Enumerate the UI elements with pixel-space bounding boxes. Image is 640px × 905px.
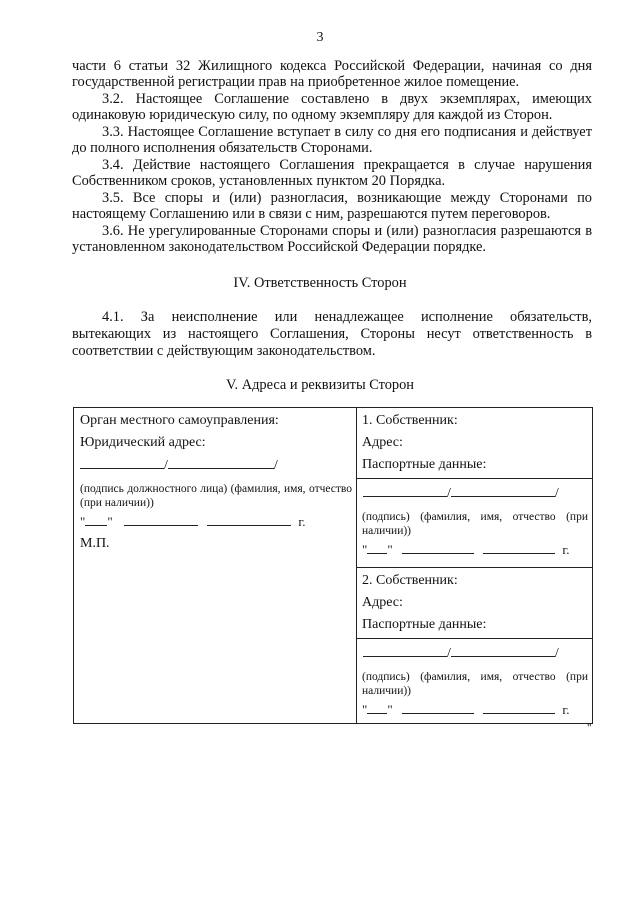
month-blank <box>124 514 198 526</box>
signature-blank <box>363 485 447 497</box>
owner1-passport-label: Паспортные данные: <box>362 457 487 472</box>
name-blank <box>451 645 555 657</box>
owner2-signature-line: / / <box>362 645 588 662</box>
owner1-cell <box>357 408 593 568</box>
day-blank <box>85 514 107 526</box>
owner2-passport-label: Паспортные данные: <box>362 617 487 632</box>
requisites-table <box>73 407 593 724</box>
paragraph-3-4: 3.4. Действие настоящего Соглашения прекращается в случае нарушения Собственником сроков, установленных пунктом 20 Порядка. <box>72 156 592 189</box>
day-blank <box>367 542 387 554</box>
year-blank <box>483 702 555 714</box>
paragraph-3-1-continuation: части 6 статьи 32 Жилищного кодекса Российской Федерации, начиная со дня государственной регистрации прав на приобретенное жилое помещение. <box>72 58 592 91</box>
signature-blank <box>363 645 447 657</box>
section3-body <box>72 58 592 255</box>
paragraph-4-1: 4.1. За неисполнение или ненадлежащее исполнение обязательств, вытекающих из настоящего Соглашения, Стороны несут ответственность в соответствии с действующим законодательством. <box>72 309 592 359</box>
paragraph-3-6: 3.6. Не урегулированные Сторонами споры и (или) разногласия разрешаются в установленном законодательством Российской Федерации порядке. <box>72 222 592 255</box>
year-blank <box>207 514 291 526</box>
slash: / <box>273 458 278 473</box>
signature-blank <box>80 457 164 469</box>
section5-heading: V. Адреса и реквизиты Сторон <box>225 377 415 393</box>
page-number: 3 <box>316 30 324 45</box>
section4-heading: IV. Ответственность Сторон <box>233 275 407 291</box>
authority-date-line: " " г. <box>80 514 306 529</box>
year-suffix: г. <box>298 514 306 529</box>
owner2-title: 2. Собственник: <box>362 573 458 588</box>
owner2-date-line: " " г. <box>362 702 570 717</box>
authority-cell <box>74 408 357 724</box>
owner2-signature-caption: (подпись) (фамилия, имя, отчество (при наличии)) <box>362 671 588 697</box>
owner1-date-line: " " г. <box>362 542 570 557</box>
owner2-cell <box>357 568 593 724</box>
divider <box>357 638 592 639</box>
owner1-signature-caption: (подпись) (фамилия, имя, отчество (при наличии)) <box>362 511 588 537</box>
paragraph-3-2: 3.2. Настоящее Соглашение составлено в двух экземплярах, имеющих одинаковую юридическую силу, по одному экземпляру для каждой из Сторон. <box>72 90 592 124</box>
name-blank <box>451 485 555 497</box>
authority-signature-caption: (подпись должностного лица) (фамилия, имя, отчество (при наличии)) <box>80 483 352 509</box>
month-blank <box>402 542 474 554</box>
owner1-title: 1. Собственник: <box>362 413 458 428</box>
paragraph-3-3: 3.3. Настоящее Соглашение вступает в силу со дня его подписания и действует до полного исполнения обязательств Сторонами. <box>72 123 592 157</box>
month-blank <box>402 702 474 714</box>
name-blank <box>168 457 274 469</box>
stamp-label: М.П. <box>80 536 110 551</box>
authority-org-label: Орган местного самоуправления: <box>80 413 279 428</box>
authority-address-label: Юридический адрес: <box>80 435 206 450</box>
divider <box>357 478 592 479</box>
day-blank <box>367 702 387 714</box>
owner1-address-label: Адрес: <box>362 435 403 450</box>
slash: / <box>164 458 168 473</box>
closing-quote-mark: " <box>587 722 592 734</box>
authority-signature-line <box>80 457 352 474</box>
paragraph-3-5: 3.5. Все споры и (или) разногласия, возникающие между Сторонами по настоящему Соглашению или в связи с ним, разрешаются путем переговоров. <box>72 189 592 222</box>
owner1-signature-line: / / <box>362 485 588 502</box>
year-blank <box>483 542 555 554</box>
owner2-address-label: Адрес: <box>362 595 403 610</box>
